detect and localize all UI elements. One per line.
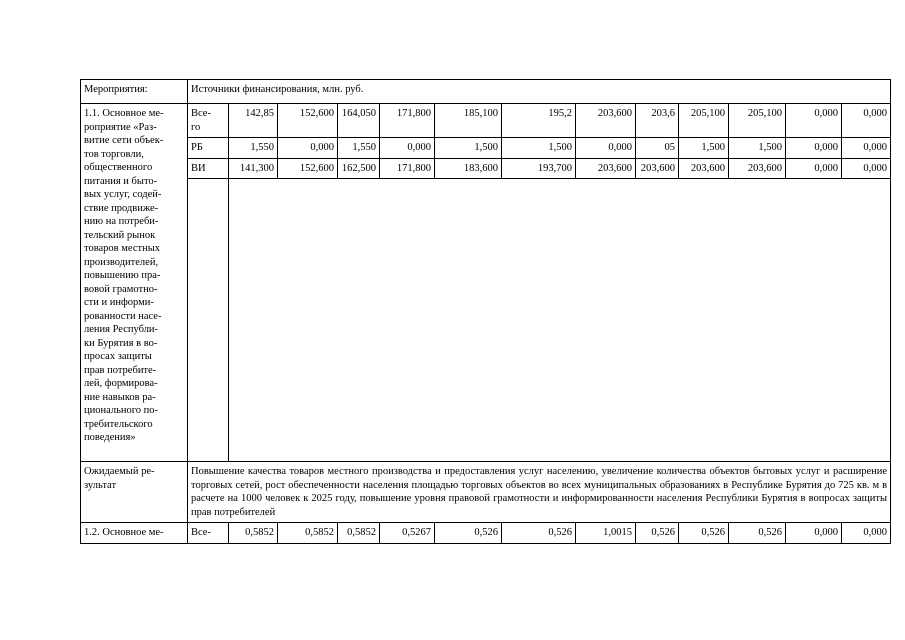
activity-1-1-label-line: товаров местных: [84, 243, 161, 254]
value-cell: 1,550: [229, 138, 278, 159]
value-cell: 162,500: [338, 158, 380, 179]
source-rb: РБ: [188, 138, 229, 159]
expected-result-text: Повышение качества товаров местного производства и предоставления услуг населению, увеличение количества объектов бытовых услуг и расширение торговых сетей, рост обеспеченности населения площадью торговых объектов во всех муниципальных образованиях в Республике Бурятия до 725 кв. м в расчете на 1000 человек к 2025 году, повышение уровня правовой грамотности и информированности населения Республики Бурятия в вопросах защиты прав потребителей: [188, 462, 891, 523]
activity-1-1-label-line: просах защиты: [84, 351, 152, 362]
value-cell: 0,526: [636, 523, 679, 544]
value-cell: 205,100: [679, 104, 729, 138]
activity-1-1-label-line: сти и информи-: [84, 297, 154, 308]
value-cell: 1,0015: [576, 523, 636, 544]
value-cell: 171,800: [380, 158, 435, 179]
value-cell: 205,100: [729, 104, 786, 138]
value-cell: 183,600: [435, 158, 502, 179]
value-cell: 1,500: [435, 138, 502, 159]
value-cell: 0,000: [380, 138, 435, 159]
activity-1-1-label-line: ционального по-: [84, 405, 159, 416]
financing-table: [80, 79, 891, 544]
activity-1-1-label-line: витие сети объек-: [84, 135, 164, 146]
value-cell: 164,050: [338, 104, 380, 138]
activity-1-1-label-line: ки Бурятия в во-: [84, 337, 158, 349]
activity-1-1-label-line: рованности насе-: [84, 310, 162, 322]
activity-1-1-label-line: производителей,: [84, 256, 159, 268]
activity-1-1-label-line: тов торговли,: [84, 148, 144, 160]
value-cell: 203,600: [729, 158, 786, 179]
activity-1-2-label: 1.2. Основное ме-: [81, 523, 188, 544]
row-1-2-total: [81, 523, 891, 544]
value-cell: 141,300: [229, 158, 278, 179]
activity-1-1-label: [81, 104, 188, 462]
activity-1-1-label-line: поведения»: [84, 432, 136, 443]
activity-1-1-label-line: тельский рынок: [84, 229, 156, 241]
header-activities: Мероприятия:: [81, 80, 188, 104]
spacer-cell: [188, 179, 229, 462]
value-cell: 203,6: [636, 104, 679, 138]
activity-1-1-label-line: требительского: [84, 418, 153, 430]
value-cell: 203,600: [576, 158, 636, 179]
value-cell: 203,600: [576, 104, 636, 138]
value-cell: 0,000: [278, 138, 338, 159]
value-cell: 195,2: [502, 104, 576, 138]
activity-1-1-label-line: ствие продвиже-: [84, 202, 159, 214]
expected-result-label: Ожидаемый ре- зультат: [81, 462, 188, 523]
value-cell: 0,000: [786, 138, 842, 159]
row-1-1-rb: [81, 138, 891, 159]
row-1-1-total: [81, 104, 891, 138]
activity-1-1-label-line: общественного: [84, 162, 153, 173]
value-cell: 0,000: [786, 158, 842, 179]
expected-result-row: [81, 462, 891, 523]
value-cell: 0,000: [786, 104, 842, 138]
activity-1-1-label-line: 1.1. Основное ме-: [84, 108, 164, 119]
value-cell: 0,5852: [229, 523, 278, 544]
value-cell: 0,526: [679, 523, 729, 544]
value-cell: 0,526: [729, 523, 786, 544]
source-total: Все- го: [188, 104, 229, 138]
value-cell: 1,500: [502, 138, 576, 159]
value-cell: 0,526: [502, 523, 576, 544]
value-cell: 185,100: [435, 104, 502, 138]
activity-1-1-text: [84, 107, 184, 445]
activity-1-1-label-line: нию на потреби-: [84, 216, 159, 227]
row-1-1-vi: [81, 158, 891, 179]
value-cell: 05: [636, 138, 679, 159]
value-cell: 0,000: [786, 523, 842, 544]
value-cell: 0,5267: [380, 523, 435, 544]
activity-1-1-label-line: ние навыков ра-: [84, 391, 156, 403]
value-cell: 152,600: [278, 104, 338, 138]
value-cell: 193,700: [502, 158, 576, 179]
source-total: Все-: [188, 523, 229, 544]
value-cell: 1,500: [679, 138, 729, 159]
value-cell: 152,600: [278, 158, 338, 179]
source-vi: ВИ: [188, 158, 229, 179]
activity-1-1-label-line: лей, формирова-: [84, 378, 158, 389]
activity-1-1-label-line: вовой грамотно-: [84, 283, 158, 295]
value-cell: 0,000: [842, 104, 891, 138]
activity-1-1-label-line: вых услуг, содей-: [84, 189, 162, 200]
value-cell: 171,800: [380, 104, 435, 138]
spacer-cell: [229, 179, 891, 462]
value-cell: 1,550: [338, 138, 380, 159]
row-1-1-spacer: [81, 179, 891, 462]
value-cell: 0,526: [435, 523, 502, 544]
header-financing-sources: Источники финансирования, млн. руб.: [188, 80, 891, 104]
header-row: [81, 80, 891, 104]
activity-1-1-label-line: прав потребите-: [84, 364, 157, 376]
value-cell: 0,5852: [278, 523, 338, 544]
value-cell: 1,500: [729, 138, 786, 159]
value-cell: 203,600: [636, 158, 679, 179]
activity-1-1-label-line: повышению пра-: [84, 270, 161, 281]
activity-1-1-label-line: ления Республи-: [84, 324, 159, 335]
value-cell: 203,600: [679, 158, 729, 179]
value-cell: 0,000: [842, 138, 891, 159]
value-cell: 0,000: [576, 138, 636, 159]
activity-1-1-label-line: питания и быто-: [84, 175, 158, 187]
value-cell: 142,85: [229, 104, 278, 138]
value-cell: 0,000: [842, 523, 891, 544]
activity-1-1-label-line: роприятие «Раз-: [84, 121, 157, 133]
value-cell: 0,5852: [338, 523, 380, 544]
value-cell: 0,000: [842, 158, 891, 179]
